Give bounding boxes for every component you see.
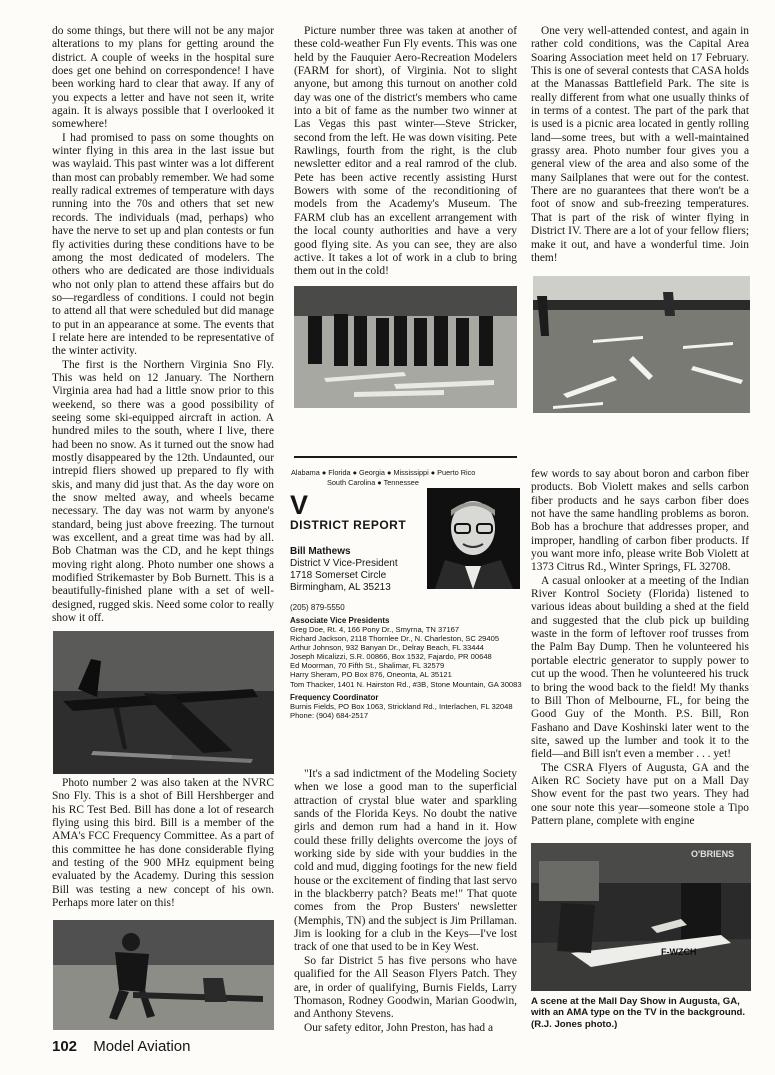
vp-name: Bill Mathews xyxy=(290,546,351,557)
vp-portrait-photo xyxy=(427,488,520,589)
photo-sailplanes-battlefield-park xyxy=(533,276,750,413)
associates-heading: Associate Vice Presidents xyxy=(290,616,390,625)
photo-rc-test-bed xyxy=(53,920,274,1030)
paragraph: I had promised to pass on some thoughts on winter flying in this area in the last issue but was waylaid. This past winter was a lot different than most can probably remember. We had some really radical extremes of temperature with days running into the 70s and others that set new records. The individuals (mad, perhaps) who have the nerve to set up and plan contests or fun fly activities during these conditions have to be among the most dedicated of modelers. The others who are dedicated are those individuals who not only plan to attend these affairs but do so—regardless of conditions. I could not begin to attend all that were scheduled but did manage to put in an appearance at some. The events that I relate here are intended to be representative of the winter activity. xyxy=(52,131,274,358)
paragraph: few words to say about boron and carbon fiber products. Bob Violett makes and sells carbon fiber products and he says carbon fiber does not have the same handling problems as boron. Bob has a brochure that addresses proper, and improper, handling of carbon fiber products. If you want more info, please write Bob Violett at 1373 Citrus Rd., Winter Springs, FL 32708. xyxy=(531,468,749,574)
associate-entry: Greg Doe, Rt. 4, 166 Pony Dr., Smyrna, TN 37167 xyxy=(290,625,460,634)
vp-phone: (205) 879-5550 xyxy=(290,603,345,612)
associate-entry: Arthur Johnson, 932 Banyan Dr., Delray Beach, FL 33444 xyxy=(290,643,484,653)
photo-strikemaster-on-skis xyxy=(53,631,274,774)
paragraph: Our safety editor, John Preston, has had a xyxy=(304,1021,494,1034)
paragraph: One very well-attended contest, and again in rather cold conditions, was the Capital Area Soaring Association meet held on 17 February. This is one of several contests that CASA holds at the Manassas Battlefield Park. The site is really different from what one usually thinks of in terms of a contest. The part of the park that is used is a picnic area located in gently rolling land—some trees, but with a well-maintained grassy area. Photo number four gives you a general view of the area and also some of the many Sailplanes that were out for the contest. There are no guarantees that there won't be a foot of snow and sub-freezing temperatures. That is part of the risk of winter flying in District IV. There are a lot of your fellow fliers; make it out, and have a wonderful time. Join them! xyxy=(531,25,749,264)
vp-title: District V Vice-President xyxy=(290,558,398,569)
paragraph: The CSRA Flyers of Augusta, GA and the Aiken RC Society have put on a Mall Day Show event for the past two years. They had one sour note this year—someone stole a Tipo Pattern plane, complete with engine xyxy=(531,761,749,827)
states-line-2: South Carolina ● Tennessee xyxy=(327,478,419,487)
associate-entry: Joseph Micalizzi, S.R. 00866, Box 1532, Fajardo, PR 00648 xyxy=(290,652,492,662)
associate-entry: Ed Moorman, 70 Fifth St., Shalimar, FL 32579 xyxy=(290,661,445,671)
page-footer xyxy=(52,1038,191,1055)
district-states xyxy=(291,468,522,488)
paragraph: Picture number three was taken at another of these cold-weather Fun Fly events. This was one held by the Fauquier Aero-Recreation Modelers (FARM for short), of Virginia. Not to slight anyone, but among this turnout on another cold day was one of the district's members who came into a bit of fame as the number two winner at Las Vegas this past winter—Steve Stricker, second from the left. He was down visiting. Pete Rawlings, fourth from the right, is the club newsletter editor and a real ramrod of the club. Pete has been active recently assisting Hurst Bowers with some of the reconditioning of models from the Academy's Museum. The FARM club has an excellent arrangement with the local county authorities and have a very good flying site. As you can see, they are also active. It takes a lot of work in a club to bring them out in the cold! xyxy=(294,25,517,278)
associate-entry: Harry Sheram, PO Box 876, Oneonta, AL 35121 xyxy=(290,670,452,680)
aircraft-registration: F-WZCH xyxy=(661,947,697,957)
photo-mall-day-show xyxy=(531,843,751,991)
district-report-title: DISTRICT REPORT xyxy=(290,518,407,532)
vp-street: 1718 Somerset Circle xyxy=(290,570,387,581)
district-numeral: V xyxy=(290,490,309,520)
column-3 xyxy=(531,25,749,265)
column-3-continued xyxy=(531,468,749,828)
paragraph: So far District 5 has five persons who have qualified for the All Season Flyers Patch. They are, in order of qualifying, Burnis Fields, Larry Thomason, Rodney Goodwin, Marian Goodwin, and Anthony Stevens. xyxy=(294,954,517,1021)
frequency-heading: Frequency Coordinator xyxy=(290,692,379,702)
photo-farm-club-group xyxy=(294,286,517,408)
paragraph: A casual onlooker at a meeting of the Indian River Kontrol Society (Florida) listened to various ideas about building a shed at the field and suggested that the club pick up building waste in the form of leftover roof trusses from the Palm Bay Dump. Then he volunteered his portable electric generator to supply power to cut up the wood. Then he volunteered his truck to bring the wood back to the field! My thanks to Bill Thon of Melbourne, FL, for being the Good Guy of the Month. P.S. Bill, Ron Fashano and Dave Koshinski later went to the site, sawed up the lumber and took it to the field—and Bill isn't even a member . . . yet! xyxy=(531,574,749,761)
page-number: 102 xyxy=(52,1038,78,1055)
paragraph: do some things, but there will not be any major alterations to my plans for getting around the district. A couple of weeks in the hospital sure does get one behind on correspondence! I have been working hard to clear that away. If any of you expects a letter and have not seen it, write again. It is always possible that I overlooked it somewhere! xyxy=(52,25,274,131)
paragraph: Photo number 2 was also taken at the NVRC Sno Fly. This is a shot of Bill Hershberger and his RC Test Bed. Bill has done a lot of research flying using this bird. Bill is a member of the AMA's FCC Frequency Committee. As a part of this committee he has done considerable flying and testing of the 900 MHz equipment being evaluated by the Academy. During this session Bill was testing a new concept of his own. Perhaps more later on this! xyxy=(52,777,274,910)
column-2 xyxy=(294,25,517,279)
section-divider xyxy=(294,456,517,458)
associate-entry: Tom Thacker, 1401 N. Hairston Rd., #3B, Stone Mountain, GA 30083 xyxy=(290,679,522,689)
column-1 xyxy=(52,25,274,625)
column-1-continued xyxy=(52,777,274,910)
frequency-address: Burnis Fields, PO Box 1063, Strickland Rd., Interlachen, FL 32048 xyxy=(290,701,513,711)
states-line-1: Alabama ● Florida ● Georgia ● Mississippi ● Puerto Rico xyxy=(291,468,476,477)
column-2-continued xyxy=(294,768,517,1035)
magazine-name: Model Aviation xyxy=(93,1038,191,1055)
store-sign: O'BRIENS xyxy=(691,849,735,859)
vp-city: Birmingham, AL 35213 xyxy=(290,582,391,593)
frequency-phone: Phone: (904) 684-2517 xyxy=(290,710,369,720)
associate-entry: Richard Jackson, 2118 Thornlee Dr., N. Charleston, SC 29405 xyxy=(290,634,500,644)
paragraph: "It's a sad indictment of the Modeling Society when we lose a good man to the superficial attraction of crystal blue water and sparkling sands of the Florida Keys. No doubt the native girls and demon rum had a hand in it. How could these frilly delights overcome the joys of working side by side with your buddies in the cold and mud, digging footings for the new field house or the excitement of finding that last servo in the blackberry patch? Beats me!" That quote comes from the Prop Busters' newsletter (Memphis, TN) and the subject is Jim Prillaman. Jim is looking for a club in the Keys—I've lost track of one that used to be in Key West. xyxy=(294,768,517,954)
paragraph: The first is the Northern Virginia Sno Fly. This was held on 12 January. The Northern Virginia area had had a little snow prior to this weekend, so there was a good possibility of seeing some ski-equipped aircraft in action. A hundred miles to the south, where I live, there had been no snow. As it turned out the snow had mostly disappeared by the 12th. Undaunted, our intrepid fliers showed up prepared to fly with skis, and many did just that. As the day wore on the snow melted away, and wheels became necessary. The day was not warm by anyone's standard, being just above freezing. The turnout was excellent, and a great time was had by all. Bob Chatman was the CD, and he kept things moving right along. Photo number one shows a modified Strikemaster by Bob Burnett. This is a beautifully-finished plane with a set of well-designed, rugged skis. Need some color to really show it off. xyxy=(52,358,274,625)
photo-caption: A scene at the Mall Day Show in Augusta, GA, with an AMA type on the TV in the background. (R.J. Jones photo.) xyxy=(531,996,746,1030)
